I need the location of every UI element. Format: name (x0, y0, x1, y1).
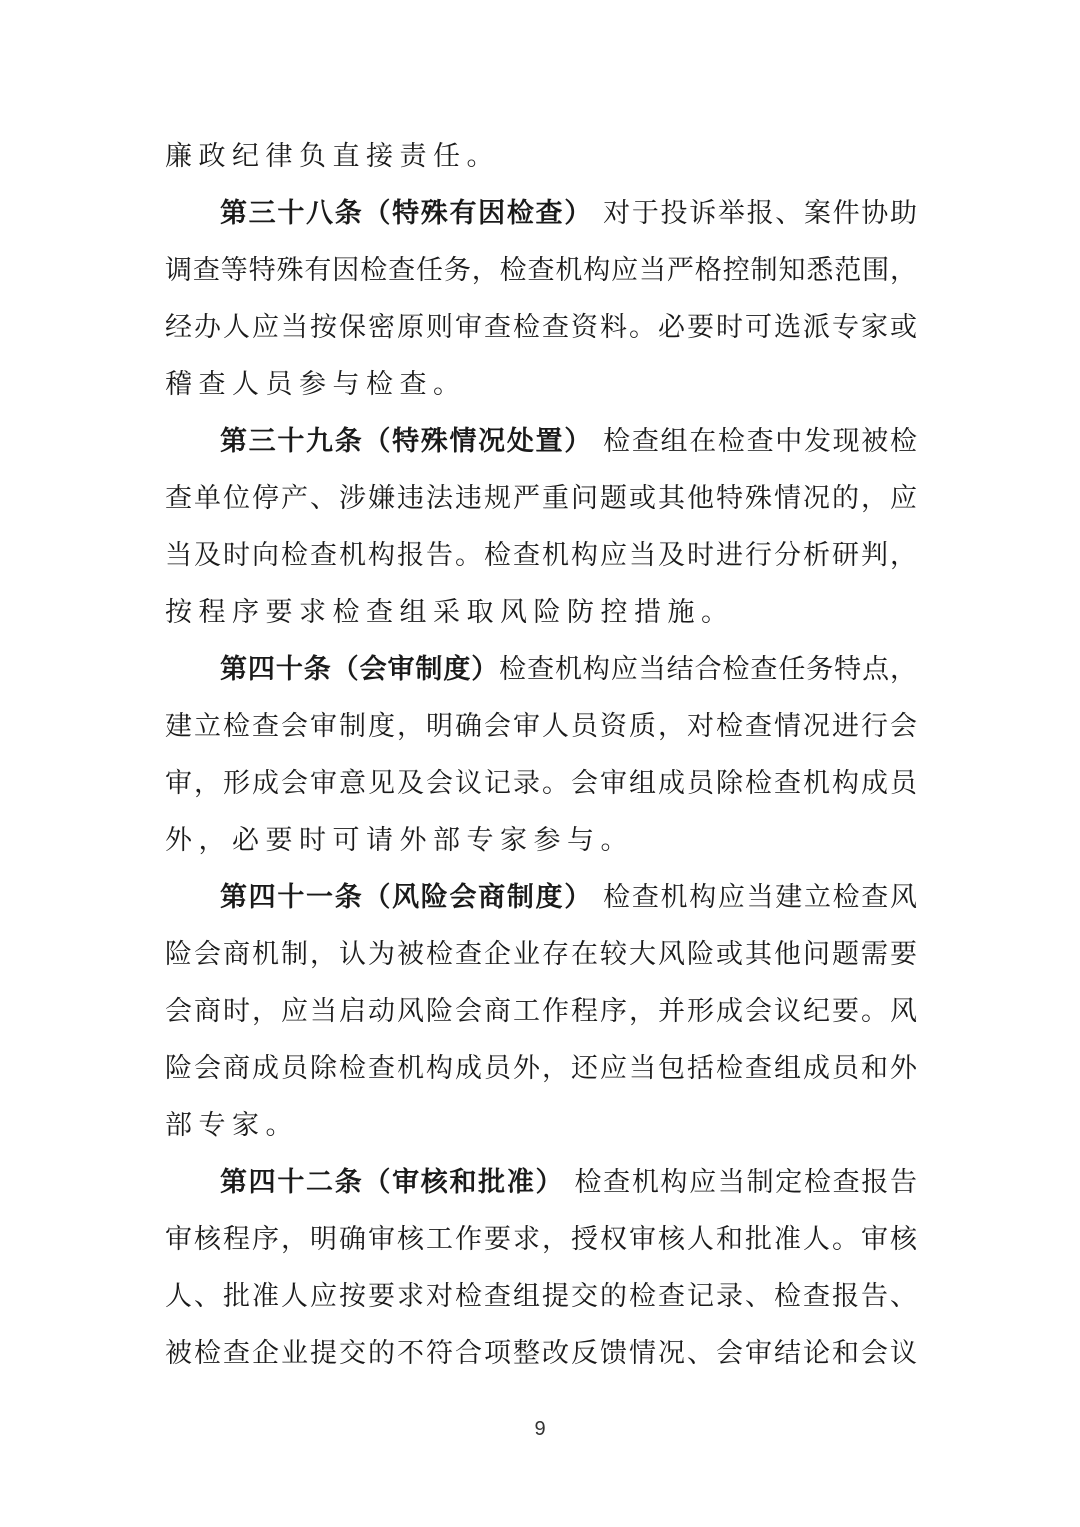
article-40-heading-line (220, 650, 917, 690)
line-text: 检查组在检查中发现被检 (592, 426, 917, 457)
line-text: 会商时，应当启动风险会商工作程序，并形成会议纪要。风 (165, 996, 917, 1027)
line-text: 建立检查会审制度，明确会审人员资质，对检查情况进行会 (165, 711, 917, 742)
article-40-title: 第四十条（会审制度） (220, 654, 500, 685)
article-38-title: 第三十八条（特殊有因检查） (220, 198, 593, 229)
article-39-heading-line (220, 422, 917, 462)
line-text: 调查等特殊有因检查任务，检查机构应当严格控制知悉范围， (165, 255, 917, 286)
text-line (165, 137, 917, 177)
article-38-heading-line (220, 194, 917, 234)
article-41-heading-line (220, 878, 917, 918)
text-line (165, 935, 917, 975)
line-text: 审核程序，明确审核工作要求，授权审核人和批准人。审核 (165, 1224, 917, 1255)
text-line (165, 1049, 917, 1089)
text-line (165, 365, 917, 405)
text-line (165, 308, 917, 348)
text-line (165, 479, 917, 519)
line-text: 稽查人员参与检查。 (165, 369, 467, 400)
line-text: 按程序要求检查组采取风险防控措施。 (165, 597, 735, 628)
line-text: 被检查企业提交的不符合项整改反馈情况、会审结论和会议 (165, 1338, 917, 1369)
line-text: 外，必要时可请外部专家参与。 (165, 825, 634, 856)
text-line (165, 707, 917, 747)
line-text: 经办人应当按保密原则审查检查资料。必要时可选派专家或 (165, 312, 917, 343)
text-line (165, 536, 917, 576)
text-line (165, 251, 917, 291)
page-number: 9 (534, 1418, 546, 1440)
text-line (165, 1334, 917, 1374)
line-text: 审，形成会审意见及会议记录。会审组成员除检查机构成员 (165, 768, 917, 799)
line-text: 廉政纪律负直接责任。 (165, 141, 500, 172)
article-42-title: 第四十二条（审核和批准） (220, 1167, 565, 1198)
line-text: 检查机构应当结合检查任务特点， (499, 654, 918, 685)
text-line (165, 764, 917, 804)
text-line (165, 593, 917, 633)
text-line (165, 821, 917, 861)
article-41-title: 第四十一条（风险会商制度） (220, 882, 593, 913)
text-line (165, 1277, 917, 1317)
line-text: 部专家。 (165, 1110, 299, 1141)
line-text: 检查机构应当建立检查风 (592, 882, 917, 913)
line-text: 险会商机制，认为被检查企业存在较大风险或其他问题需要 (165, 939, 917, 970)
line-text: 检查机构应当制定检查报告 (564, 1167, 917, 1198)
article-39-title: 第三十九条（特殊情况处置） (220, 426, 593, 457)
line-text: 险会商成员除检查机构成员外，还应当包括检查组成员和外 (165, 1053, 917, 1084)
line-text: 当及时向检查机构报告。检查机构应当及时进行分析研判， (165, 540, 917, 571)
article-42-heading-line (220, 1163, 917, 1203)
line-text: 查单位停产、涉嫌违法违规严重问题或其他特殊情况的，应 (165, 483, 917, 514)
text-line (165, 1220, 917, 1260)
line-text: 对于投诉举报、案件协助 (592, 198, 917, 229)
text-line (165, 992, 917, 1032)
line-text: 人、批准人应按要求对检查组提交的检查记录、检查报告、 (165, 1281, 917, 1312)
text-line (165, 1106, 917, 1146)
